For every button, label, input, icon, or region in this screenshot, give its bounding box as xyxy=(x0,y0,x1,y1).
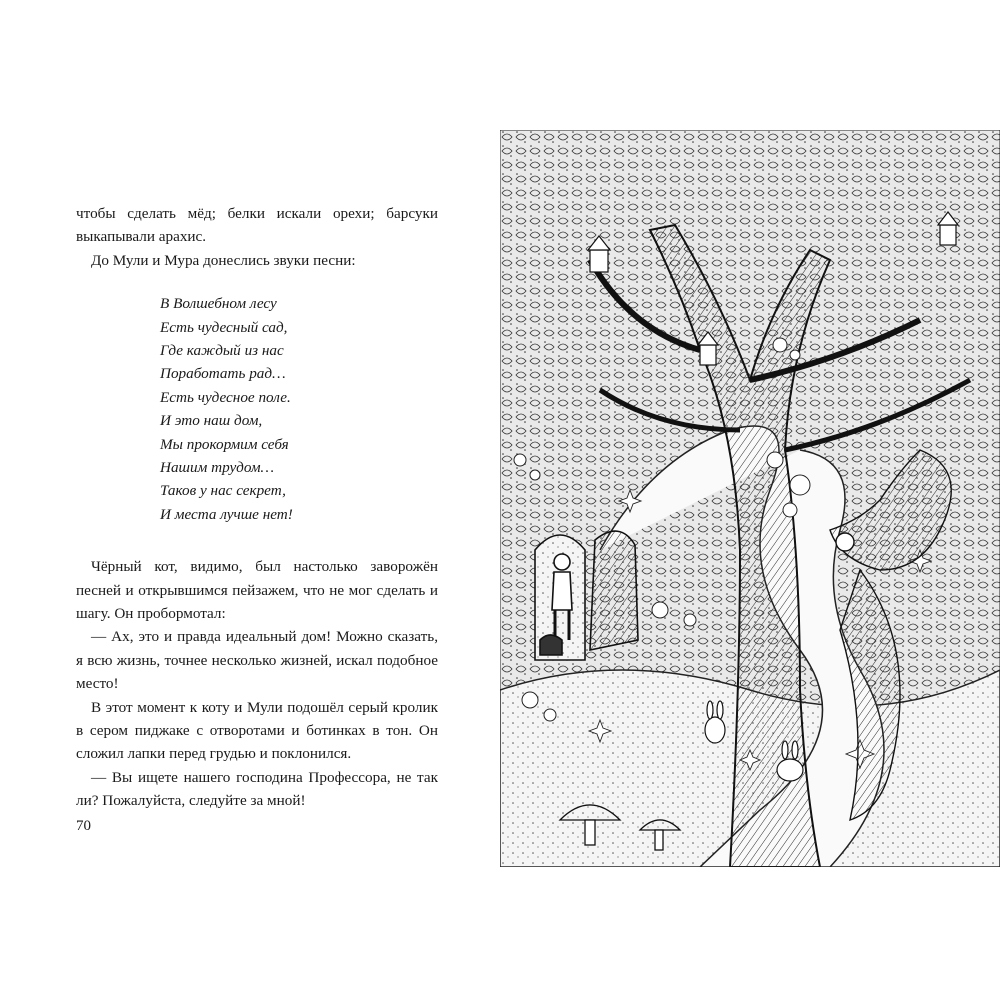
forest-illustration-art xyxy=(500,130,1000,867)
poem-line: И это наш дом, xyxy=(160,412,263,430)
paragraph-1: чтобы сделать мёд; белки искали орехи; барсуки выкапывали арахис. xyxy=(76,205,438,246)
poem-line: И места лучше нет! xyxy=(160,505,293,523)
paragraph-5: В этот момент к коту и Мули подошёл серый кролик в сером пиджаке с отворотами и ботинках в тон. Он сложил лапки перед грудью и поклонился. xyxy=(76,698,438,763)
forest-illustration xyxy=(500,130,1000,867)
song-poem xyxy=(160,292,438,526)
paragraph-4: — Ах, это и правда идеальный дом! Можно сказать, я всю жизнь, точнее несколько жизней, искал подобное место! xyxy=(76,628,438,693)
poem-line: Где каждый из нас xyxy=(160,342,284,359)
poem-line: Нашим трудом… xyxy=(160,458,275,476)
paragraph-2: До Мули и Мура донеслись звуки песни: xyxy=(91,251,356,269)
poem-line: Есть чудесное поле. xyxy=(160,388,291,406)
poem-line: Поработать рад… xyxy=(160,365,286,383)
poem-line: Таков у нас секрет, xyxy=(160,482,286,500)
body-text xyxy=(76,202,438,813)
page-number: 70 xyxy=(76,818,91,834)
poem-line: Есть чудесный сад, xyxy=(160,318,288,336)
paragraph-6: — Вы ищете нашего господина Профессора, не так ли? Пожалуйста, следуйте за мной! xyxy=(76,768,438,810)
poem-line: В Волшебном лесу xyxy=(160,295,277,313)
paragraph-3: Чёрный кот, видимо, был настолько заворожён песней и открывшимся пейзажем, что не мог сделать и шагу. Он пробормотал: xyxy=(76,558,438,622)
poem-line: Мы прокормим себя xyxy=(160,435,289,453)
